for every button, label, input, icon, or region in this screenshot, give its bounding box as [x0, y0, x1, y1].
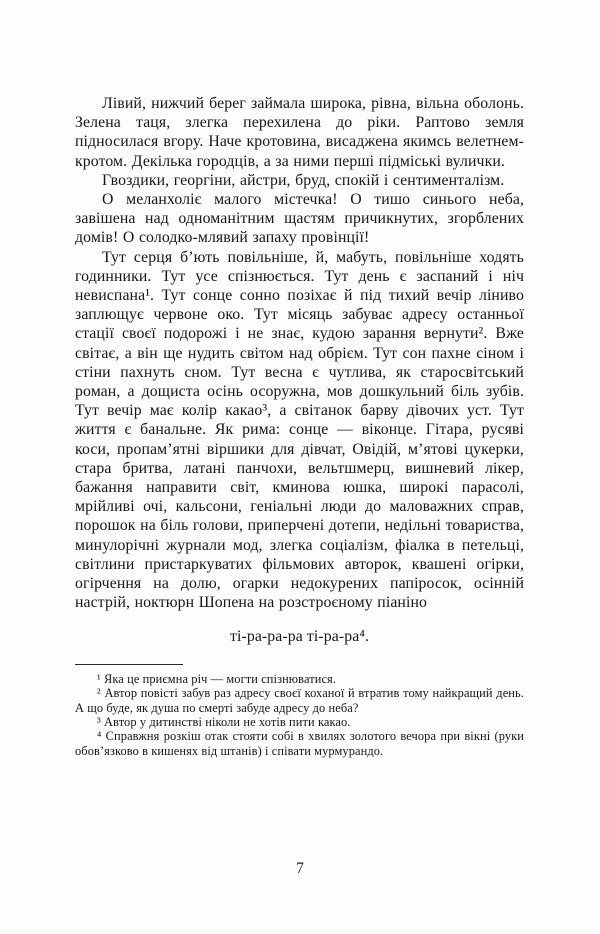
- footnotes-section: [75, 672, 524, 758]
- footnote-3: ³ Автор у дитинстві ніколи не хотів пити какао.: [97, 714, 351, 729]
- paragraph-1: Лівий, нижчий берег займала широка, рівна, вільна оболонь. Зелена таця, злегка перехилена до ріки. Раптово земля підносилася вгору. Наче кротовина, висаджена якимсь велетнем-кротом. Декілька городців, а за ними перші підміські вулички.: [75, 95, 524, 170]
- refrain-line: ті-ра-ра-ра ті-ра-ра⁴.: [229, 628, 370, 646]
- footnote-divider: [75, 664, 183, 665]
- page-number: 7: [296, 860, 304, 877]
- page-text: [75, 94, 524, 612]
- footnote-4: ⁴ Справжня розкіш отак стояти собі в хвилях золотого вечора при вікні (руки обов’язково в кишенях від штанів) і співати мурмурандо.: [75, 729, 524, 758]
- paragraph-4: Тут серця б’ють повільніше, й, мабуть, повільніше ходять годинники. Тут усе спізнюється. Тут день є заспаний і ніч невиспана¹. Тут сонце сонно позіхає й під тихий вечір ліниво заплющує червоне око. Тут місяць забуває адресу останньої стації своєї подорожі і не знає, кудою зарання вернути². Вже світає, а він ще нудить світом над обрієм. Тут сон пахне сіном і стіни пахнуть сном. Тут весна є чутлива, як старосвітський роман, а дощиста осінь осоружна, мов дошкульний біль зубів. Тут вечір має колір какао³, а світанок барву дівочих уст. Тут життя є банальне. Як рима: сонце — віконце. Гітара, русяві коси, пропам’ятні віршики для дівчат, Овідій, м’ятові цукерки, стара бритва, латані панчохи, вельтшмерц, вишневий лікер, бажання направити світ, кминова юшка, широкі парасолі, мрійливі очі, кальсони, геніальні люди до маловажних справ, порошок на біль голови, приперчені дотепи, недільні товариства, минулорічні журнали мод, злегка соціалізм, фіалка в петельці, світлини пристаркуватих фільмових авторок, квашені огірки, огірчення на долю, огарки недокурених папіросок, осінній настрій, ноктюрн Шопена на розстроєному піаніно: [75, 248, 524, 612]
- footnote-2: ² Автор повісті забув раз адресу своєї коханої й втратив тому найкращий день. А що буде, як душа по смерті забуде адресу до неба?: [75, 686, 524, 715]
- footnote-1: ¹ Яка це приємна річ — могти спізнюватися.: [97, 671, 337, 686]
- paragraph-2: Гвоздики, георгіни, айстри, бруд, спокій і сентименталізм.: [102, 171, 505, 189]
- paragraph-3: О меланхоліє малого містечка! О тишо синього неба, завішена над одноманітним щастям причикнутих, згорблених домів! О солодко-млявий запаху провінції!: [75, 191, 524, 247]
